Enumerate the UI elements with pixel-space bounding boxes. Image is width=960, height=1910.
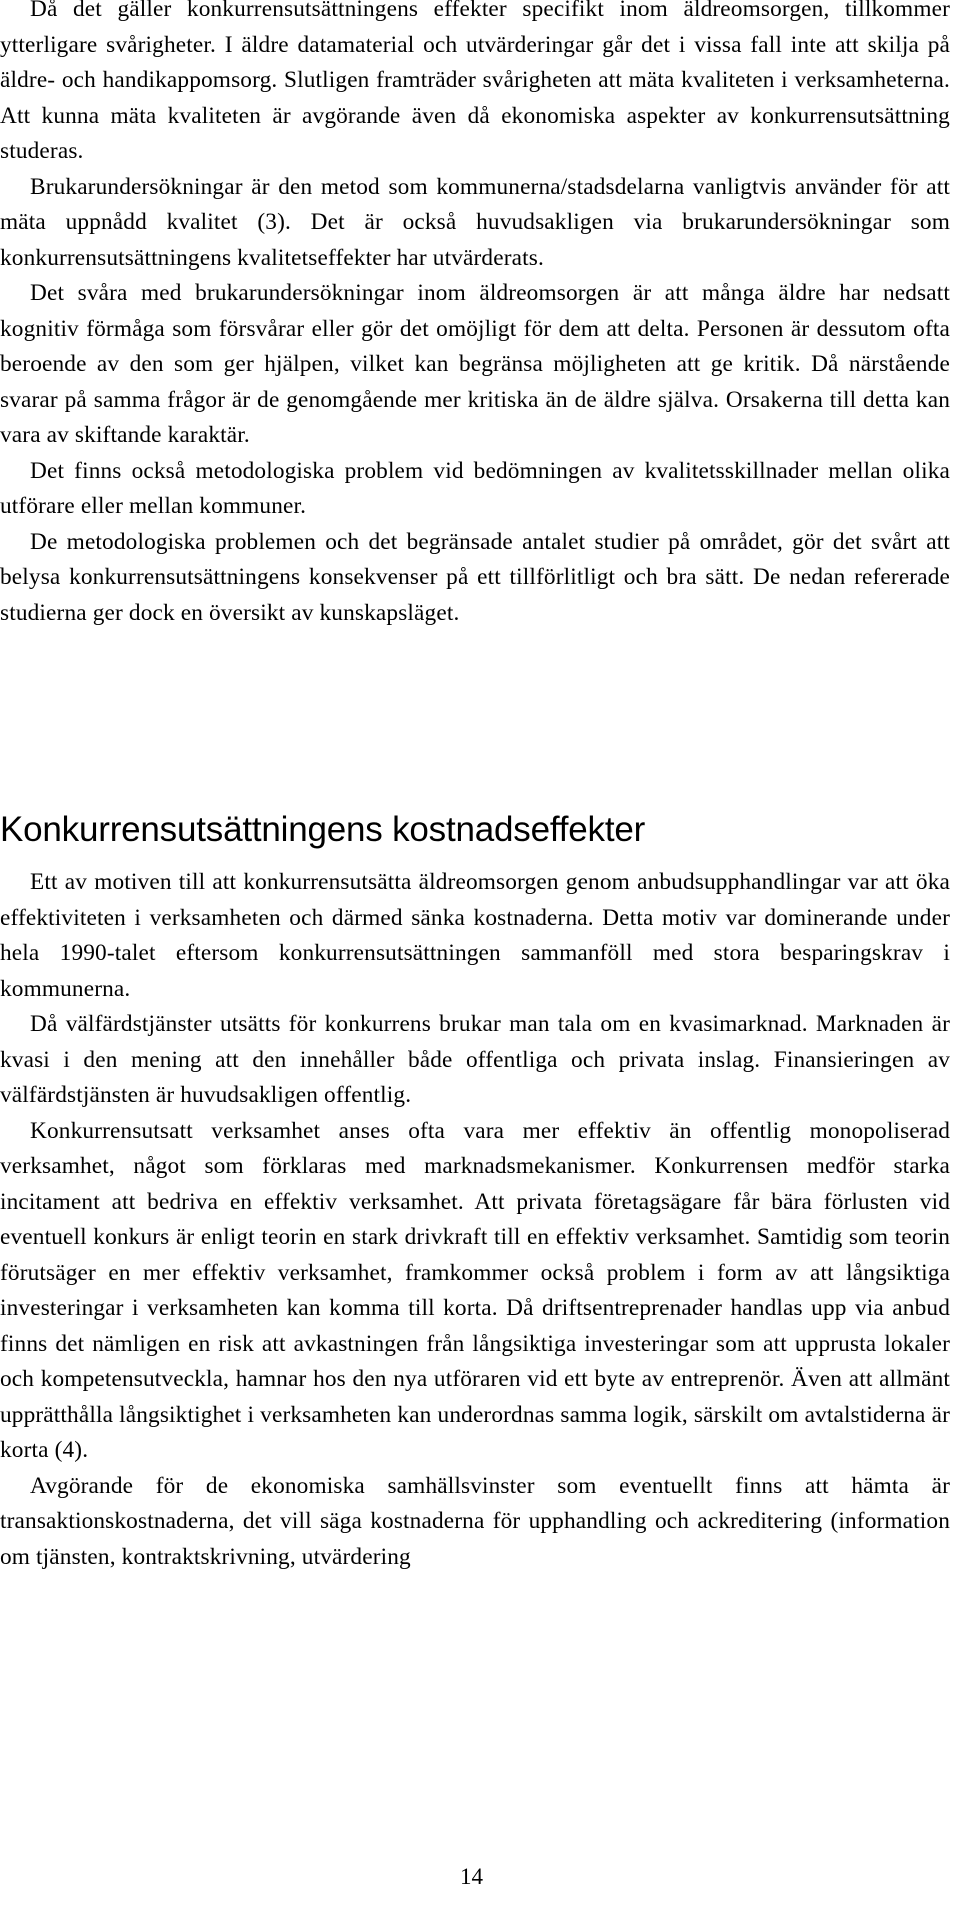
- paragraph: Avgörande för de ekonomiska samhällsvinster som eventuellt finns att hämta är transaktionskostnaderna, det vill säga kostnaderna för upphandling och ackreditering (information om tjänsten, kontraktskrivning, utvärdering: [0, 1472, 950, 1570]
- paragraph: Det finns också metodologiska problem vid bedömningen av kvalitetsskillnader mellan olika utförare eller mellan kommuner.: [0, 457, 950, 519]
- paragraph: Konkurrensutsatt verksamhet anses ofta vara mer effektiv än offentlig monopoliserad verksamhet, något som förklaras med marknadsmekanismer. Konkurrensen medför starka incitament att bedriva en effektiv verksamhet. Att privata företagsägare får bära förlusten vid eventuell konkurs är enligt teorin en stark drivkraft till en effektiv verksamhet. Samtidig som teorin förutsäger en mer effektiv verksamhet, framkommer också problem i form av att långsiktiga investeringar i verksamheten kan komma till korta. Då driftsentreprenader handlas upp via anbud finns det nämligen en risk att avkastningen från långsiktiga investeringar som att upprusta lokaler och kompetensutveckla, hamnar hos den nya utföraren vid ett byte av entreprenör. Även att allmänt upprätthålla långsiktighet i verksamheten kan underordnas samma logik, särskilt om avtalstiderna är korta (4).: [0, 1117, 950, 1463]
- body-text-bottom: [0, 865, 950, 1575]
- paragraph: Det svåra med brukarundersökningar inom äldreomsorgen är att många äldre har nedsatt kognitiv förmåga som försvårar eller gör det omöjligt för dem att delta. Personen är dessutom ofta beroende av den som ger hjälpen, vilket kan begränsa möjligheten att ge kritik. Då närstående svarar på samma frågor är de genomgående mer kritiska än de äldre själva. Orsakerna till detta kan vara av skiftande karaktär.: [0, 280, 950, 448]
- paragraph: Brukarundersökningar är den metod som kommunerna/stadsdelarna vanligtvis använder för att mäta uppnådd kvalitet (3). Det är också huvudsakligen via brukarundersökningar som konkurrensutsättningens kvalitetseffekter har utvärderats.: [0, 173, 950, 271]
- body-text-top: [0, 0, 950, 631]
- paragraph: Då välfärdstjänster utsätts för konkurrens brukar man tala om en kvasimarknad. Marknaden är kvasi i den mening att den innehåller både offentliga och privata inslag. Finansieringen av välfärdstjänsten är huvudsakligen offentlig.: [0, 1011, 950, 1108]
- paragraph: De metodologiska problemen och det begränsade antalet studier på området, gör det svårt att belysa konkurrensutsättningens konsekvenser på ett tillförlitligt och bra sätt. De nedan refererade studierna ger dock en översikt av kunskapsläget.: [0, 528, 950, 626]
- section-heading: Konkurrensutsättningens kostnadseffekter: [0, 810, 646, 849]
- page-number: 14: [460, 1864, 483, 1889]
- paragraph: Då det gäller konkurrensutsättningens effekter specifikt inom äldreomsorgen, tillkommer ytterligare svårigheter. I äldre datamaterial och utvärderingar går det i vissa fall inte att skilja på äldre- och handikappomsorg. Slutligen framträder svårigheten att mäta kvaliteten i verksamheterna. Att kunna mäta kvaliteten är avgörande även då ekonomiska aspekter av konkurrensutsättning studeras.: [0, 0, 950, 164]
- paragraph: Ett av motiven till att konkurrensutsätta äldreomsorgen genom anbudsupphandlingar var att öka effektiviteten i verksamheten och därmed sänka kostnaderna. Detta motiv var dominerande under hela 1990-talet eftersom konkurrensutsättningen sammanföll med stora besparingskrav i kommunerna.: [0, 869, 950, 1002]
